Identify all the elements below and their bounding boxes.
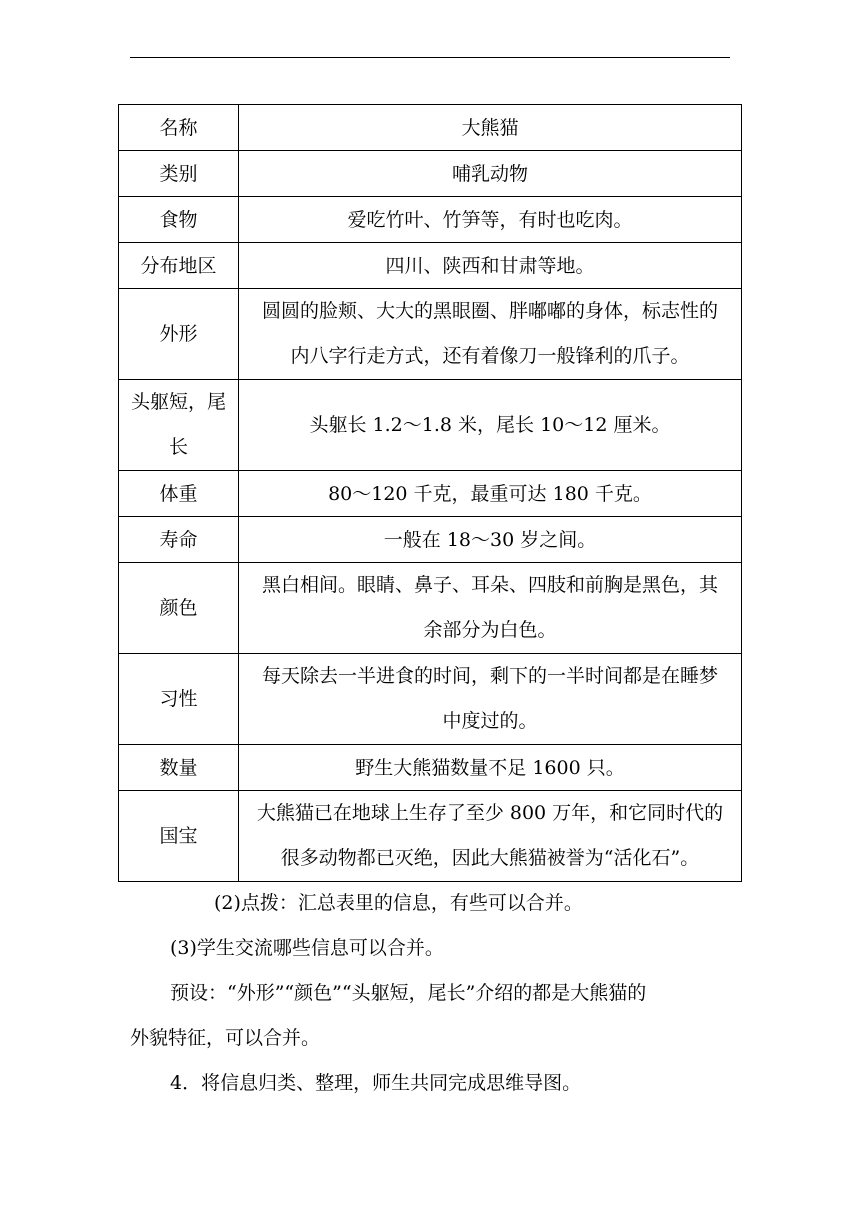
value-line: 内八字行走方式，还有着像刀一般锋利的爪子。 [290, 345, 690, 367]
row-value: 80～120 千克，最重可达 180 千克。 [239, 471, 742, 517]
value-line: 圆圆的脸颊、大大的黑眼圈、胖嘟嘟的身体，标志性的 [261, 300, 718, 322]
row-value: 头躯长 1.2～1.8 米，尾长 10～12 厘米。 [239, 380, 742, 471]
table-row [119, 289, 742, 380]
row-key: 国宝 [119, 791, 239, 882]
key-line: 长 [168, 436, 188, 458]
value-line: 每天除去一半进食的时间，剩下的一半时间都是在睡梦 [261, 665, 718, 687]
row-key: 寿命 [119, 517, 239, 563]
table-row [119, 654, 742, 745]
row-value: 野生大熊猫数量不足 1600 只。 [239, 745, 742, 791]
value-line: 大熊猫已在地球上生存了至少 800 万年，和它同时代的 [256, 802, 724, 824]
row-key: 外形 [119, 289, 239, 380]
value-line: 黑白相间。眼睛、鼻子、耳朵、四肢和前胸是黑色，其 [261, 574, 718, 596]
table-row [119, 197, 742, 243]
row-value: 四川、陕西和甘肃等地。 [239, 243, 742, 289]
table-row [119, 791, 742, 882]
row-key: 分布地区 [119, 243, 239, 289]
table-row [119, 471, 742, 517]
table-row [119, 563, 742, 654]
panda-info-table [118, 104, 742, 882]
table-row [119, 105, 742, 151]
row-key: 颜色 [119, 563, 239, 654]
row-value: 大熊猫 [239, 105, 742, 151]
discussion-paragraph: (3)学生交流哪些信息可以合并。 [170, 937, 444, 959]
table-row [119, 745, 742, 791]
row-key: 习性 [119, 654, 239, 745]
preset-paragraph-line: 预设：“外形”“颜色”“头躯短，尾长”介绍的都是大熊猫的 [170, 982, 647, 1004]
row-key: 类别 [119, 151, 239, 197]
row-value: 哺乳动物 [239, 151, 742, 197]
header-rule [130, 57, 730, 58]
row-value [239, 791, 742, 882]
preset-paragraph-line: 外貌特征，可以合并。 [130, 1027, 321, 1049]
row-value [239, 563, 742, 654]
value-line: 很多动物都已灭绝，因此大熊猫被誉为“活化石”。 [280, 847, 700, 869]
row-key [119, 380, 239, 471]
row-key: 体重 [119, 471, 239, 517]
row-value: 一般在 18～30 岁之间。 [239, 517, 742, 563]
note-paragraph: (2)点拨：汇总表里的信息，有些可以合并。 [214, 892, 583, 914]
table-row [119, 517, 742, 563]
row-key: 食物 [119, 197, 239, 243]
key-line: 头躯短，尾 [130, 391, 226, 413]
row-value [239, 654, 742, 745]
row-key: 数量 [119, 745, 239, 791]
table-row [119, 380, 742, 471]
row-key: 名称 [119, 105, 239, 151]
table-row [119, 151, 742, 197]
row-value: 爱吃竹叶、竹笋等，有时也吃肉。 [239, 197, 742, 243]
row-value [239, 289, 742, 380]
table-row [119, 243, 742, 289]
step4-paragraph: 4．将信息归类、整理，师生共同完成思维导图。 [170, 1072, 582, 1094]
value-line: 余部分为白色。 [423, 619, 557, 641]
value-line: 中度过的。 [442, 710, 538, 732]
